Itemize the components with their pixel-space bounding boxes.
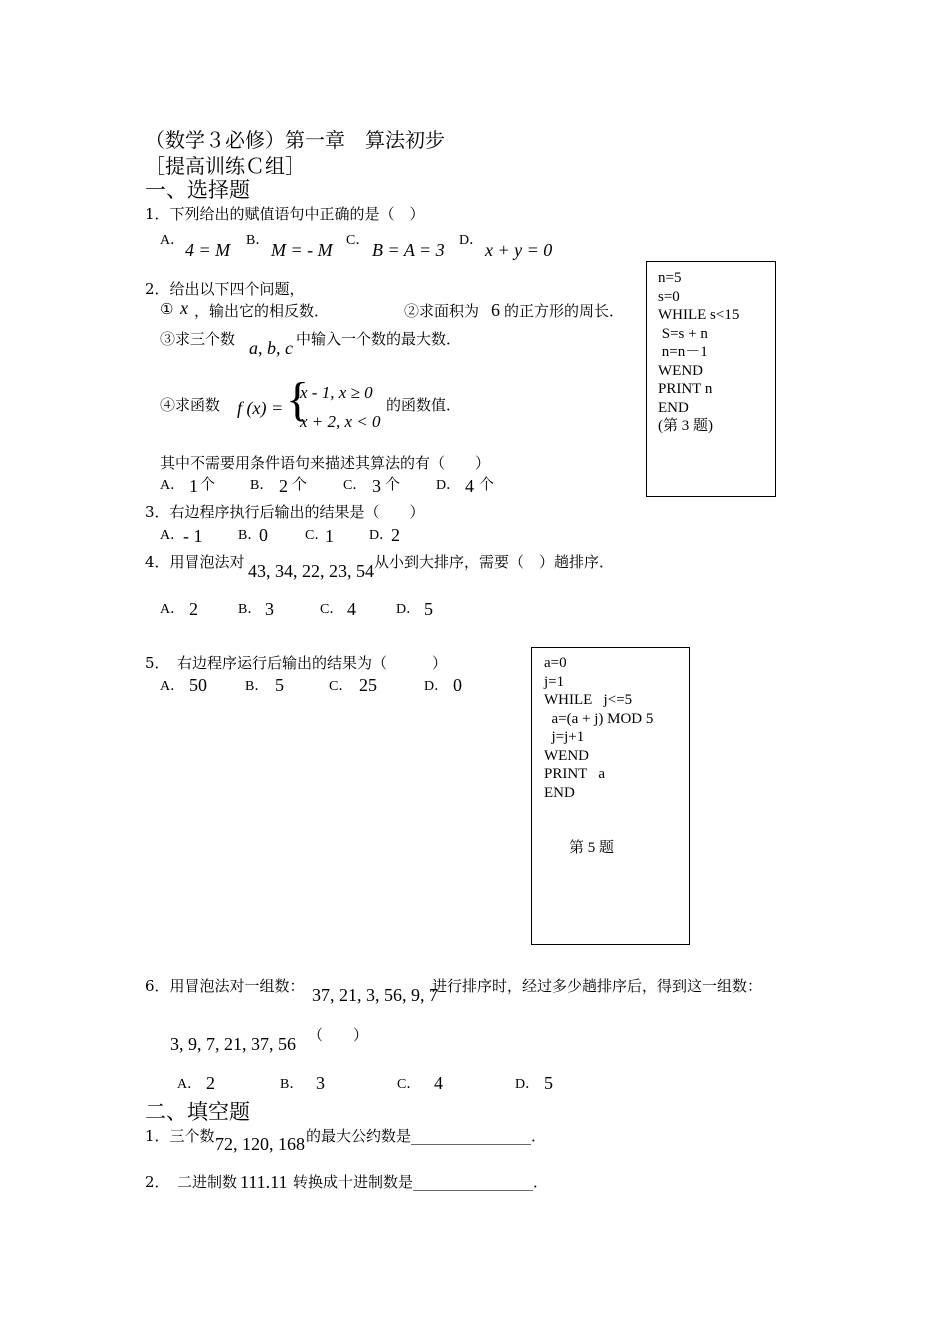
code-line: PRINT n <box>658 381 713 397</box>
code-line: a=0 <box>544 655 567 671</box>
code-line: END <box>658 399 689 416</box>
q3-option-b: 0 <box>259 525 268 545</box>
q4-option-b: 3 <box>265 599 274 619</box>
code-line: j=1 <box>544 673 565 690</box>
q2-label-a: A． <box>160 478 185 493</box>
fill-2-text-a: 2． 二进制数 <box>145 1173 238 1191</box>
q2-item3-text-a: ③求三个数 <box>160 330 236 348</box>
q5-option-b: 5 <box>275 675 284 695</box>
q4-label-a: A． <box>160 602 185 617</box>
q6-option-b: 3 <box>316 1073 325 1093</box>
q2-question: 其中不需要用条件语句来描述其算法的有（ ） <box>160 454 491 472</box>
program-box-q5 <box>531 647 690 945</box>
q2-item4-text-b: 的函数值． <box>386 396 462 414</box>
code-line: WHILE j<=5 <box>544 692 633 708</box>
q3-label-c: C． <box>305 528 329 543</box>
q5-label-a: A． <box>160 679 185 694</box>
q2-item3-text-b: 中输入一个数的最大数． <box>296 330 462 348</box>
q5-label-c: C． <box>329 679 353 694</box>
q6-answer-paren: （ ） <box>308 1026 369 1044</box>
q2-item3-vars: a, b, c <box>249 338 293 358</box>
q3-label-a: A． <box>160 528 185 543</box>
q4-label-b: B． <box>238 602 262 617</box>
q2-option-c: 3 <box>372 476 381 496</box>
code-line: s=0 <box>658 288 680 305</box>
q4-label-d: D． <box>396 602 421 617</box>
q3-label-b: B． <box>238 528 262 543</box>
program-q5-code <box>544 654 653 802</box>
q2-item1-number: ① <box>160 300 174 318</box>
q2-unit-c: 个 <box>385 475 401 493</box>
q1-label-b: B． <box>246 233 270 248</box>
q5-option-d: 0 <box>453 675 462 695</box>
code-line: PRINT a <box>544 766 605 782</box>
question-5-stem: 5． 右边程序运行后输出的结果为（ ） <box>145 654 448 672</box>
q5-label-b: B． <box>245 679 269 694</box>
program-q3-code <box>658 269 739 436</box>
q3-label-d: D． <box>369 528 394 543</box>
q2-item2-number: 6 <box>491 300 500 320</box>
q3-option-c: 1 <box>325 526 334 546</box>
code-caption: (第 3 题) <box>658 418 713 434</box>
q2-case-2: x + 2, x < 0 <box>300 412 381 431</box>
q1-label-c: C． <box>346 233 370 248</box>
fill-1-text-b: 的最大公约数是________________． <box>306 1127 547 1145</box>
q6-label-d: D． <box>515 1077 540 1092</box>
q1-label-a: A． <box>160 233 185 248</box>
program-box-q3 <box>646 261 776 497</box>
code-line: WEND <box>544 747 589 764</box>
question-6-stem-a: 6．用冒泡法对一组数： <box>145 977 305 995</box>
q6-option-d: 5 <box>544 1073 553 1093</box>
q2-case-1: x - 1, x ≥ 0 <box>300 383 373 402</box>
q2-label-b: B． <box>250 478 274 493</box>
code-line: a=(a + j) MOD 5 <box>544 710 654 727</box>
q2-option-b: 2 <box>279 476 288 496</box>
q5-label-d: D． <box>424 679 449 694</box>
q1-label-d: D． <box>459 233 484 248</box>
section-heading-choice: 一、选择题 <box>145 178 250 202</box>
q2-item4-func: f (x) = <box>237 398 284 418</box>
q3-option-a: - 1 <box>183 526 203 546</box>
code-line: n=5 <box>658 270 682 286</box>
q2-option-a: 1 <box>189 476 198 496</box>
q6-option-a: 2 <box>206 1073 215 1093</box>
q2-option-d: 4 <box>465 476 474 496</box>
page-subtitle: ［提高训练Ｃ组］ <box>145 154 305 178</box>
q4-option-a: 2 <box>189 599 198 619</box>
q6-numbers: 37, 21, 3, 56, 9, 7 <box>312 985 438 1005</box>
q6-label-b: B． <box>280 1077 304 1092</box>
q2-item1-text: ，输出它的相反数． <box>194 302 330 320</box>
q2-unit-d: 个 <box>479 475 495 493</box>
q3-option-d: 2 <box>391 525 400 545</box>
q6-option-c: 4 <box>434 1073 443 1093</box>
code-line: END <box>544 784 575 801</box>
code-line: WEND <box>658 362 703 379</box>
q4-numbers: 43, 34, 22, 23, 54 <box>248 561 374 581</box>
q1-option-c: B = A = 3 <box>372 240 445 260</box>
question-4-stem-a: 4．用冒泡法对 <box>145 553 245 571</box>
question-3-stem: 3．右边程序执行后输出的结果是（ ） <box>145 503 425 521</box>
q6-label-a: A． <box>177 1077 202 1092</box>
q2-item4-text-a: ④求函数 <box>160 396 221 414</box>
q4-option-d: 5 <box>424 599 433 619</box>
fill-2-number: 111.11 <box>240 1172 288 1192</box>
fill-1-text-a: 1．三个数 <box>145 1127 215 1145</box>
q2-item2-text-a: ②求面积为 <box>404 302 480 320</box>
q4-option-c: 4 <box>347 599 356 619</box>
q2-unit-a: 个 <box>200 475 216 493</box>
q5-option-c: 25 <box>359 675 377 695</box>
q6-result-sequence: 3, 9, 7, 21, 37, 56 <box>170 1034 296 1054</box>
fill-2-text-b: 转换成十进制数是________________． <box>293 1173 549 1191</box>
section-heading-fill: 二、填空题 <box>145 1100 250 1124</box>
piecewise-brace: { <box>286 373 310 426</box>
q2-item1-var: x <box>180 298 188 318</box>
program-q5-caption: 第 5 题 <box>569 840 615 856</box>
q4-label-c: C． <box>320 602 344 617</box>
q2-unit-b: 个 <box>292 475 308 493</box>
q6-label-c: C． <box>397 1077 421 1092</box>
question-1-stem: 1．下列给出的赋值语句中正确的是（ ） <box>145 205 425 223</box>
code-line: WHILE s<15 <box>658 307 740 323</box>
fill-1-numbers: 72, 120, 168 <box>215 1134 305 1154</box>
q1-option-b: M = - M <box>271 240 333 260</box>
code-line: n=n－1 <box>658 344 708 360</box>
code-line: S=s + n <box>658 325 708 342</box>
q2-label-c: C． <box>343 478 367 493</box>
q2-label-d: D． <box>436 478 461 493</box>
question-2-stem: 2．给出以下四个问题， <box>145 280 305 298</box>
q5-option-a: 50 <box>189 675 207 695</box>
q2-item2-text-b: 的正方形的周长． <box>504 302 625 320</box>
question-4-stem-b: 从小到大排序，需要（ ）趟排序． <box>374 553 615 571</box>
page-title: （数学３必修）第一章 算法初步 <box>145 128 445 152</box>
q1-option-a: 4 = M <box>185 240 231 260</box>
code-line: j=j+1 <box>544 729 585 745</box>
question-6-stem-b: 进行排序时，经过多少趟排序后，得到这一组数： <box>432 977 763 995</box>
q1-option-d: x + y = 0 <box>485 240 553 260</box>
